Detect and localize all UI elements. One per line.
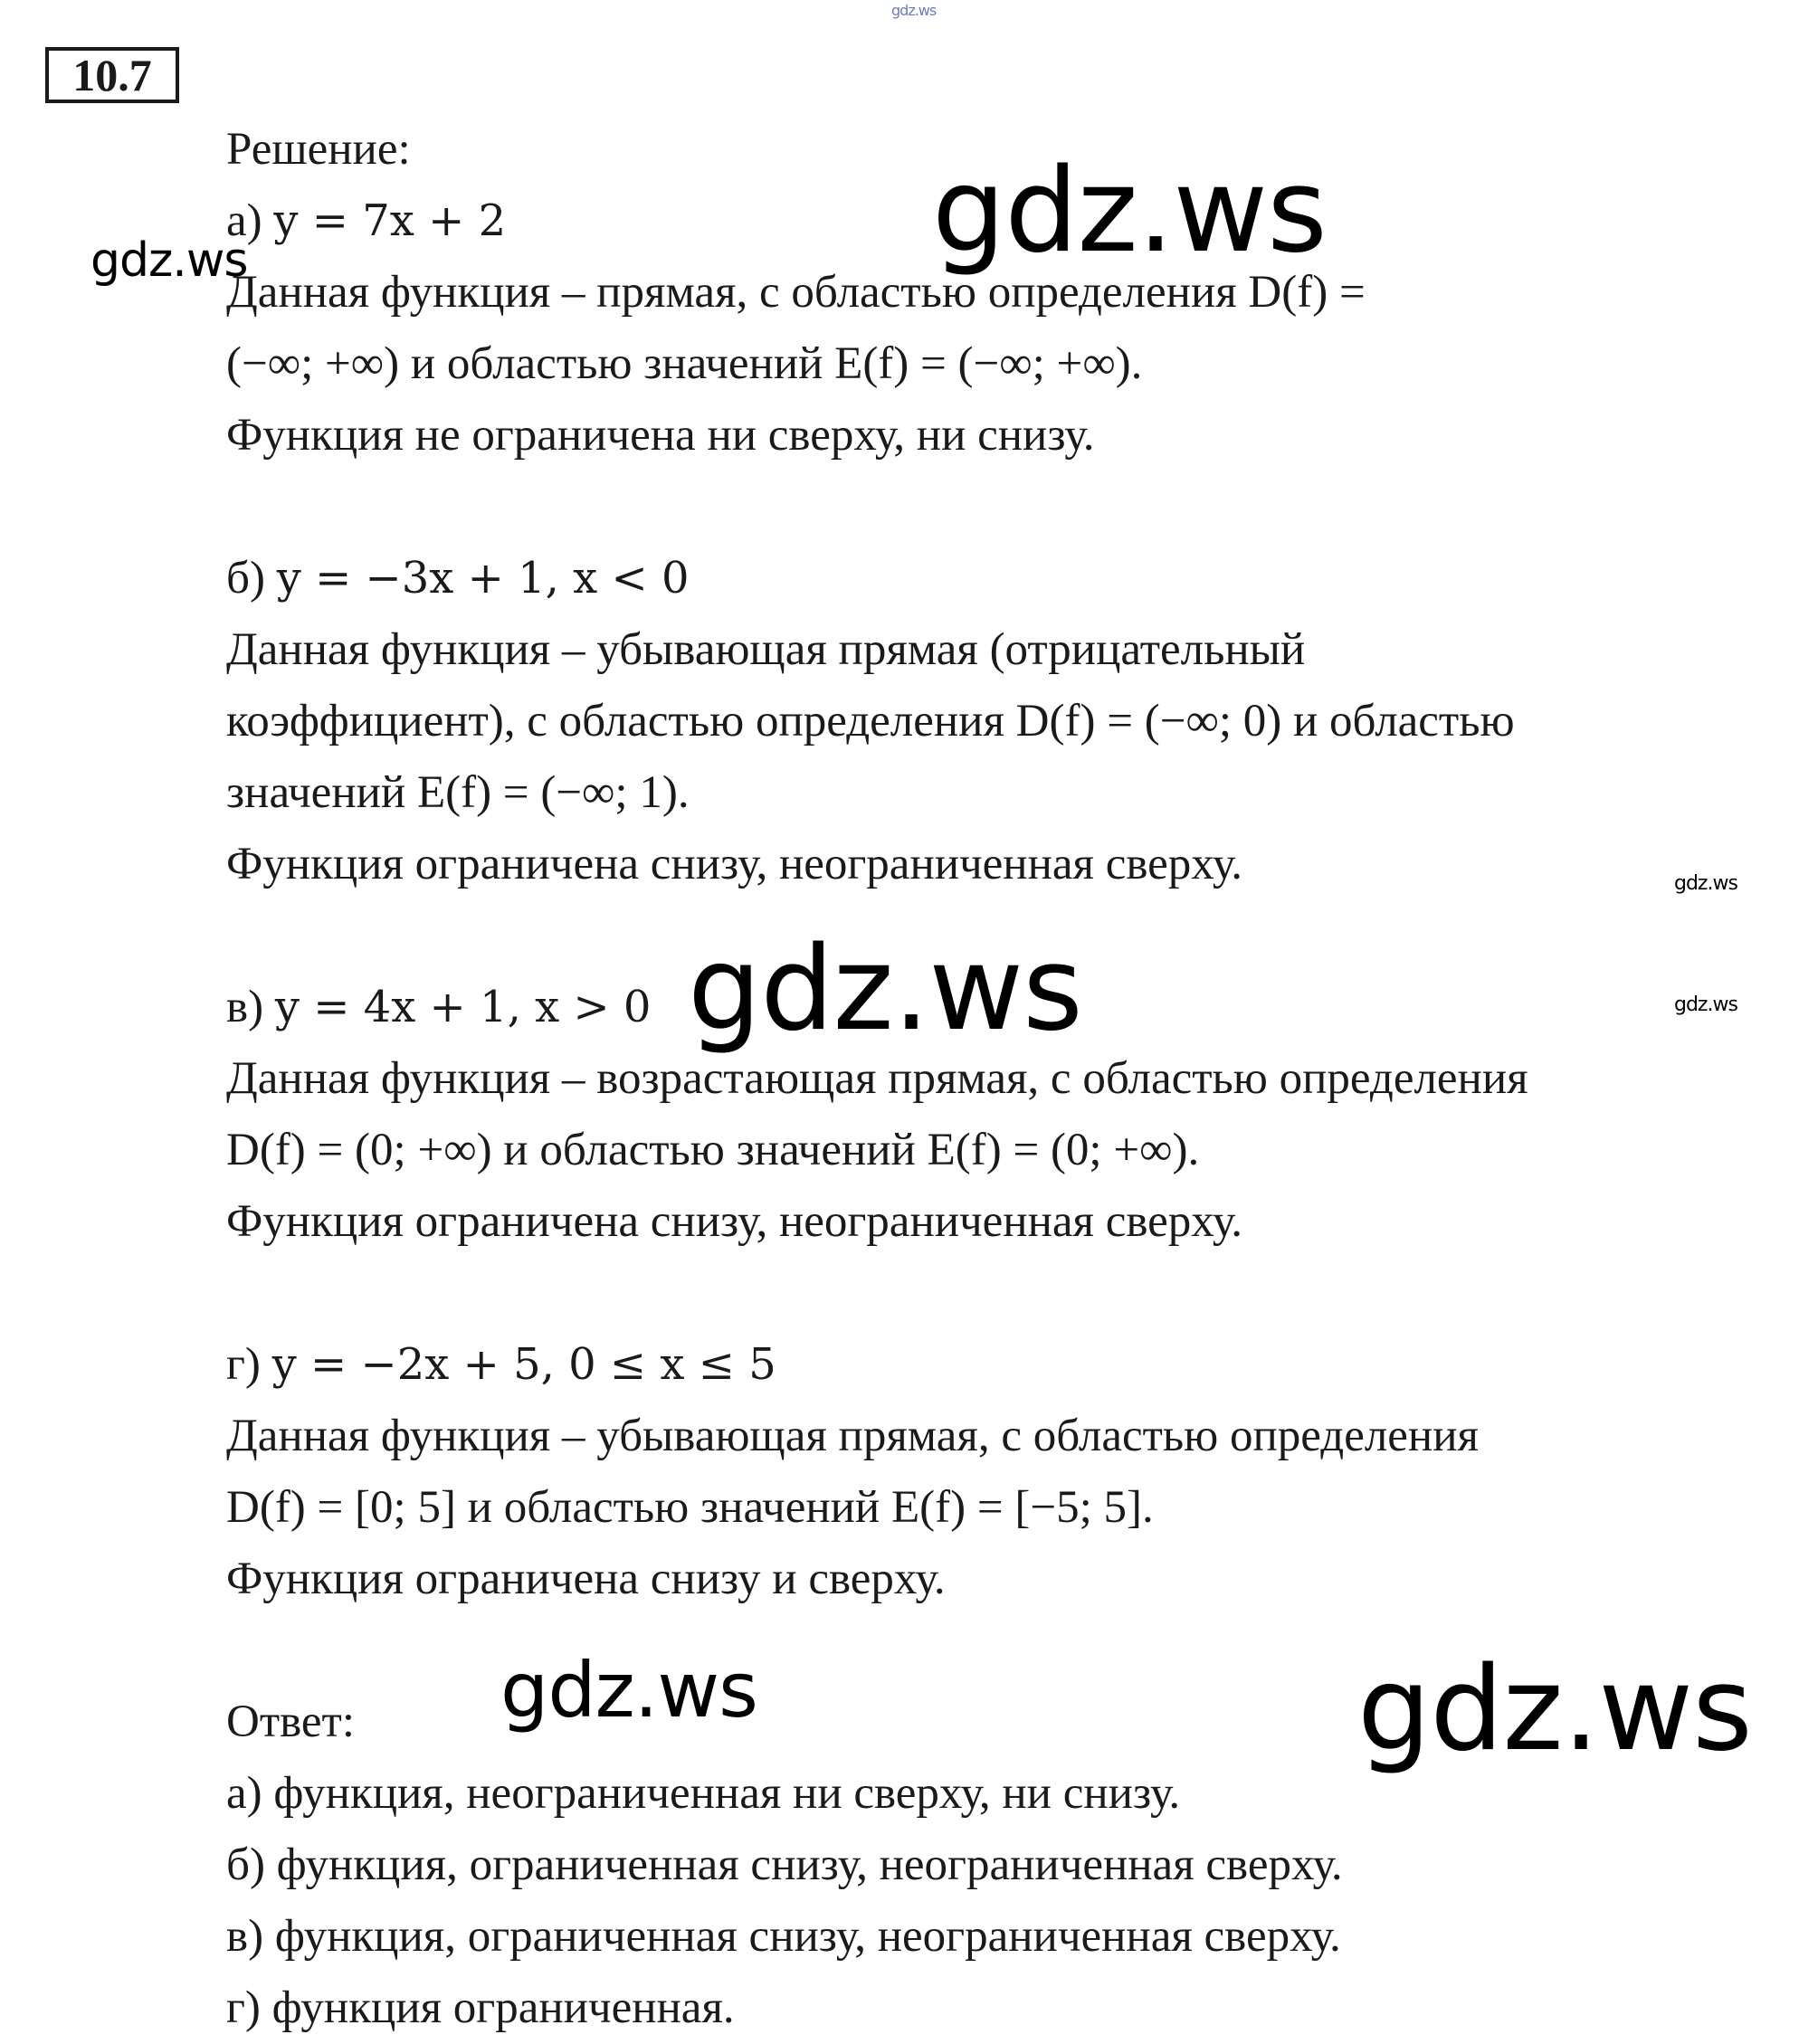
part-c-line-1: Данная функция – возрастающая прямая, с областью определения <box>226 1053 1528 1104</box>
part-c-line-2: D(f) = (0; +∞) и областью значений E(f) = (0; +∞). <box>226 1125 1200 1175</box>
answer-item-d: г) функция ограниченная. <box>226 1982 735 2033</box>
part-b-equation: y = −3x + 1, x < 0 <box>276 553 690 604</box>
part-d-equation: y = −2x + 5, 0 ≤ x ≤ 5 <box>271 1339 776 1390</box>
watermark-medium-answer: gdz.ws <box>500 1646 757 1735</box>
part-a-label: а) <box>226 195 262 246</box>
part-a-line-1: Данная функция – прямая, с областью определения D(f) = <box>226 267 1366 318</box>
part-a-line-3: Функция не ограничена ни сверху, ни снизу. <box>226 410 1095 461</box>
part-b-line-4: Функция ограничена снизу, неограниченная сверху. <box>226 839 1242 889</box>
solution-label: Решение: <box>226 124 411 175</box>
part-a-equation: y = 7x + 2 <box>273 195 507 246</box>
watermark-large-middle: gdz.ws <box>688 922 1082 1057</box>
part-b-heading <box>226 543 1783 614</box>
part-d-line-1: Данная функция – убывающая прямая, с областью определения <box>226 1411 1479 1461</box>
part-b-line-2: коэффициент), с областью определения D(f) = (−∞; 0) и областью <box>226 696 1515 746</box>
answer-item-a: а) функция, неограниченная ни сверху, ни снизу. <box>226 1768 1181 1819</box>
part-d-line-3: Функция ограничена снизу и сверху. <box>226 1554 946 1604</box>
part-b-line-1: Данная функция – убывающая прямая (отрицательный <box>226 624 1306 675</box>
watermark-tiny-top: gdz.ws <box>891 2 937 19</box>
part-b-line-3: значений E(f) = (−∞; 1). <box>226 767 690 818</box>
watermark-large-bottom: gdz.ws <box>1357 1642 1752 1777</box>
watermark-left: gdz.ws <box>90 233 248 288</box>
part-d-label: г) <box>226 1339 261 1390</box>
part-c-label: в) <box>226 982 264 1032</box>
watermark-tag-right-2: gdz.ws <box>1674 993 1737 1016</box>
watermark-tag-right-1: gdz.ws <box>1674 872 1737 895</box>
part-a-line-2: (−∞; +∞) и областью значений E(f) = (−∞; +∞). <box>226 338 1143 389</box>
part-d-line-2: D(f) = [0; 5] и областью значений E(f) = [−5; 5]. <box>226 1482 1154 1533</box>
part-b-label: б) <box>226 553 265 604</box>
problem-number-box: 10.7 <box>45 47 179 103</box>
answer-label: Ответ: <box>226 1697 355 1747</box>
part-c-equation: y = 4x + 1, x > 0 <box>274 982 652 1032</box>
part-c-line-3: Функция ограничена снизу, неограниченная сверху. <box>226 1196 1242 1247</box>
answer-item-c: в) функция, ограниченная снизу, неограниченная сверху. <box>226 1911 1341 1962</box>
answer-item-b: б) функция, ограниченная снизу, неограниченная сверху. <box>226 1840 1343 1890</box>
watermark-large-top: gdz.ws <box>932 144 1327 279</box>
part-d-heading <box>226 1329 1783 1401</box>
